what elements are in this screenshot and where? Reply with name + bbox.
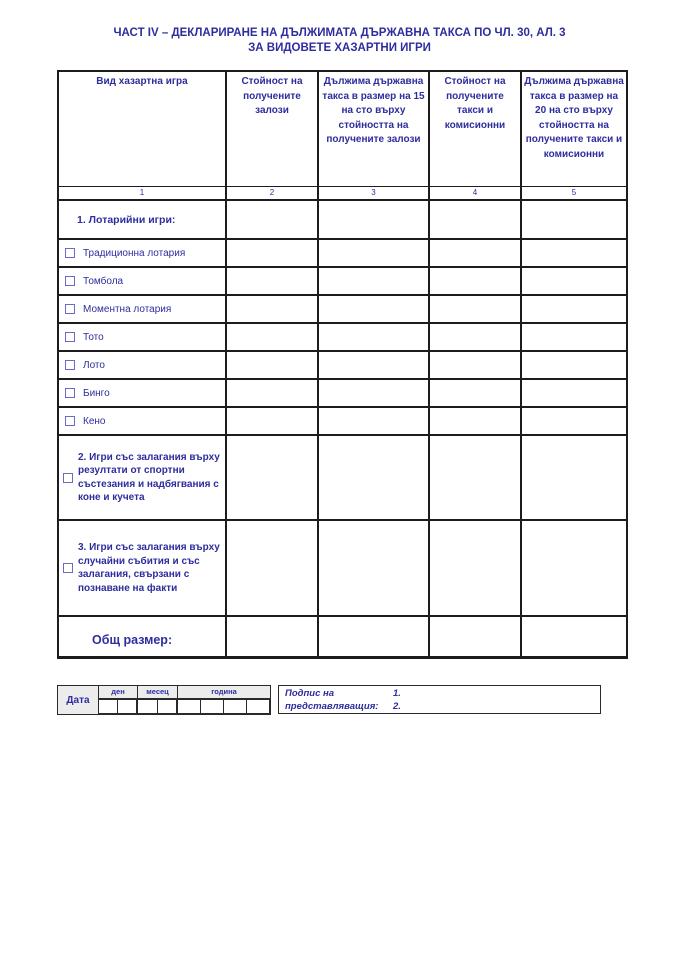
section-label: 3. Игри със залагания върху случайни събития и със залагания, свързани с познаване на факти xyxy=(78,542,220,594)
empty-cell[interactable] xyxy=(317,240,428,266)
empty-cell[interactable] xyxy=(225,352,317,378)
signature-line-2[interactable]: 2. xyxy=(393,700,401,712)
empty-cell[interactable] xyxy=(317,268,428,294)
empty-cell[interactable] xyxy=(317,352,428,378)
empty-cell[interactable] xyxy=(520,408,626,434)
empty-cell[interactable] xyxy=(428,617,520,656)
section-label: 1. Лотарийни игри: xyxy=(77,213,176,226)
signature-line-1[interactable]: 1. xyxy=(393,688,401,699)
month-digit-box[interactable] xyxy=(157,699,178,714)
column-number-5: 5 xyxy=(520,187,626,199)
empty-cell[interactable] xyxy=(428,408,520,434)
empty-cell[interactable] xyxy=(520,380,626,406)
year-digit-box[interactable] xyxy=(178,699,201,714)
item-label: Моментна лотария xyxy=(83,303,172,315)
empty-cell[interactable] xyxy=(225,240,317,266)
empty-cell[interactable] xyxy=(428,352,520,378)
section-label: 2. Игри със залагания върху резултати от спортни състезания и надбягвания с коне и кучета xyxy=(78,451,220,503)
traditional-lottery-checkbox[interactable] xyxy=(65,248,75,258)
bingo-checkbox[interactable] xyxy=(65,388,75,398)
item-label: Томбола xyxy=(83,275,124,287)
sports-betting-checkbox[interactable] xyxy=(63,473,73,483)
loto-checkbox[interactable] xyxy=(65,360,75,370)
day-digit-box[interactable] xyxy=(99,699,118,714)
empty-cell[interactable] xyxy=(225,296,317,322)
row-keno xyxy=(59,406,626,434)
empty-cell[interactable] xyxy=(317,436,428,519)
row-random-events-betting-section xyxy=(59,519,626,615)
item-label: Бинго xyxy=(83,387,110,399)
header-tax-20-percent: Дължима държавна такса в размер на 20 на сто върху стойността на получените такси и комисионни xyxy=(520,72,626,186)
row-traditional-lottery xyxy=(59,238,626,266)
signature-label-line2: представляващия: xyxy=(285,700,379,712)
empty-cell[interactable] xyxy=(317,201,428,238)
gambling-tax-table xyxy=(57,70,628,659)
column-number-row xyxy=(59,186,626,199)
empty-cell[interactable] xyxy=(317,324,428,350)
empty-cell[interactable] xyxy=(225,521,317,615)
empty-cell[interactable] xyxy=(428,201,520,238)
empty-cell[interactable] xyxy=(317,617,428,656)
item-label: Лото xyxy=(83,359,105,371)
empty-cell[interactable] xyxy=(520,436,626,519)
empty-cell[interactable] xyxy=(317,380,428,406)
empty-cell[interactable] xyxy=(317,521,428,615)
year-digit-box[interactable] xyxy=(200,699,224,714)
month-boxes xyxy=(138,699,178,714)
instant-lottery-checkbox[interactable] xyxy=(65,304,75,314)
month-label: месец xyxy=(138,686,178,699)
tombola-checkbox[interactable] xyxy=(65,276,75,286)
random-events-betting-checkbox[interactable] xyxy=(63,563,73,573)
empty-cell[interactable] xyxy=(225,324,317,350)
year-digit-box[interactable] xyxy=(223,699,247,714)
empty-cell[interactable] xyxy=(428,324,520,350)
row-total xyxy=(59,615,626,656)
row-instant-lottery xyxy=(59,294,626,322)
column-number-1: 1 xyxy=(139,188,145,197)
page-title xyxy=(0,26,679,56)
total-label: Общ размер: xyxy=(92,632,173,647)
page-title-line1: ЧАСТ IV – ДЕКЛАРИРАНЕ НА ДЪЛЖИМАТА ДЪРЖАВНА ТАКСА ПО ЧЛ. 30, АЛ. 3 xyxy=(113,27,566,39)
table-header-row xyxy=(59,72,626,186)
empty-cell[interactable] xyxy=(225,380,317,406)
row-lottery-games-section xyxy=(59,199,626,238)
item-label: Традиционна лотария xyxy=(83,247,186,259)
column-number-2: 2 xyxy=(225,187,317,199)
empty-cell[interactable] xyxy=(225,617,317,656)
year-label: година xyxy=(178,686,270,699)
row-loto xyxy=(59,350,626,378)
empty-cell[interactable] xyxy=(428,380,520,406)
header-tax-15-percent: Дължима държавна такса в размер на 15 на сто върху стойността на получените залози xyxy=(317,72,428,186)
empty-cell[interactable] xyxy=(520,201,626,238)
row-toto xyxy=(59,322,626,350)
empty-cell[interactable] xyxy=(225,408,317,434)
row-tombola xyxy=(59,266,626,294)
empty-cell[interactable] xyxy=(520,296,626,322)
empty-cell[interactable] xyxy=(428,436,520,519)
empty-cell[interactable] xyxy=(520,268,626,294)
day-label: ден xyxy=(99,686,138,699)
empty-cell[interactable] xyxy=(428,240,520,266)
item-label: Тото xyxy=(83,331,104,343)
header-game-type: Вид хазартна игра xyxy=(96,76,188,87)
date-table xyxy=(57,685,271,715)
day-digit-box[interactable] xyxy=(117,699,137,714)
empty-cell[interactable] xyxy=(520,352,626,378)
empty-cell[interactable] xyxy=(520,521,626,615)
keno-checkbox[interactable] xyxy=(65,416,75,426)
year-digit-box[interactable] xyxy=(246,699,270,714)
row-bingo xyxy=(59,378,626,406)
column-number-4: 4 xyxy=(428,187,520,199)
empty-cell[interactable] xyxy=(317,408,428,434)
footer-date-signature-block xyxy=(57,685,679,715)
empty-cell[interactable] xyxy=(428,268,520,294)
signature-box xyxy=(278,685,601,714)
empty-cell[interactable] xyxy=(225,201,317,238)
empty-cell[interactable] xyxy=(428,296,520,322)
empty-cell[interactable] xyxy=(520,324,626,350)
empty-cell[interactable] xyxy=(520,240,626,266)
day-boxes xyxy=(99,699,138,714)
empty-cell[interactable] xyxy=(225,436,317,519)
empty-cell[interactable] xyxy=(428,521,520,615)
empty-cell[interactable] xyxy=(225,268,317,294)
year-boxes xyxy=(178,699,270,714)
empty-cell[interactable] xyxy=(520,617,626,656)
empty-cell[interactable] xyxy=(317,296,428,322)
item-label: Кено xyxy=(83,415,106,427)
header-fees-value: Стойност на получените такси и комисионни xyxy=(428,72,520,186)
column-number-3: 3 xyxy=(317,187,428,199)
toto-checkbox[interactable] xyxy=(65,332,75,342)
page-title-line2: ЗА ВИДОВЕТЕ ХАЗАРТНИ ИГРИ xyxy=(248,42,431,54)
header-bets-value: Стойност на получените залози xyxy=(225,72,317,186)
signature-label-line1: Подпис на xyxy=(285,688,335,699)
month-digit-box[interactable] xyxy=(138,699,158,714)
row-sports-betting-section xyxy=(59,434,626,519)
date-label: Дата xyxy=(58,686,99,714)
